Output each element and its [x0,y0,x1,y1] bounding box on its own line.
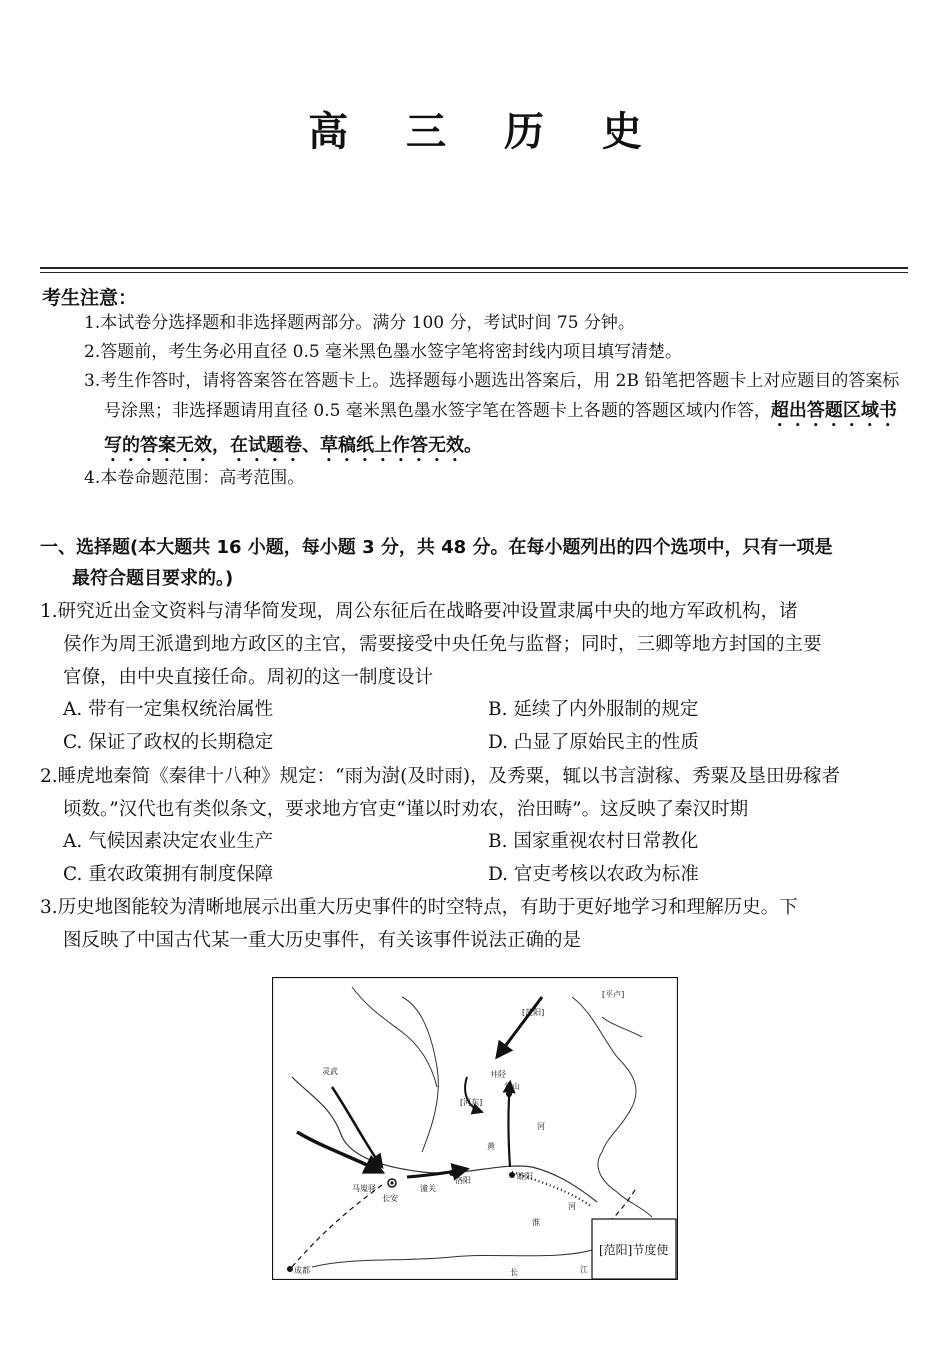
notice-item-1: 1.本试卷分选择题和非选择题两部分。满分 100 分，考试时间 75 分钟。 [84,313,635,333]
map-label-huang: 黄 [487,1142,495,1151]
question-2-line-2: 顷数。”汉代也有类似条文，要求地方官吏“谨以时劝农，治田畴”。这反映了秦汉时期 [63,799,749,820]
map-label-he: 河 [537,1122,545,1131]
question-1-line-3: 官僚，由中央直接任命。周初的这一制度设计 [63,667,434,688]
map-label-chang: 长 [510,1268,518,1277]
header-rule-thin [40,272,908,273]
question-2 [40,760,915,826]
question-1-line-2: 侯作为周王派遣到地方政区的主官，需要接受中央任免与监督；同时，三卿等地方封国的主要 [63,634,822,655]
question-2-options [63,825,913,891]
option-2a[interactable]: A. 气候因素决定农业生产 [63,831,274,852]
map-label-jiang: 江 [580,1265,588,1274]
notice-item-2: 2.答题前，考生务必用直径 0.5 毫米黑色墨水签字笔将密封线内项目填写清楚。 [84,342,683,362]
map-label-huai: 淮 [532,1218,540,1227]
map-city-changshan [506,1091,512,1097]
notice-heading: 考生注意： [42,287,138,309]
map-label-tongguan: 潼关 [420,1184,436,1193]
option-1c[interactable]: C. 保证了政权的长期稳定 [63,732,274,753]
map-label-lingwu: 灵武 [322,1067,338,1076]
option-1b[interactable]: B. 延续了内外服制的规定 [488,699,699,720]
map-label-chengdu: 成都 [294,1266,310,1275]
notice-item-4: 4.本卷命题范围：高考范围。 [84,468,305,488]
header-rule-thick [40,267,908,269]
question-1 [40,595,915,694]
notice-item-3 [84,367,914,466]
historical-map [272,977,678,1280]
map-city-chengdu [287,1266,293,1272]
option-2b[interactable]: B. 国家重视农村日常教化 [488,831,699,852]
option-2d[interactable]: D. 官吏考核以农政为标准 [488,864,699,885]
question-3-line-1: 3.历史地图能较为清晰地展示出重大历史事件的时空特点，有助于更好地学习和理解历史。下 [40,897,798,918]
question-2-line-1: 2.睡虎地秦简《秦律十八种》规定：“雨为澍(及时雨)，及秀粟，辄以书言澍稼、秀粟及垦田毋稼者 [40,766,841,787]
question-3 [40,891,915,957]
map-label-mawei: 马嵬驿 [352,1184,376,1193]
option-2c[interactable]: C. 重农政策拥有制度保障 [63,864,274,885]
exam-title: 高 三 历 史 [308,108,664,155]
map-legend-text: [范阳]节度使 [599,1243,669,1257]
map-label-changshan: 常山 [504,1082,520,1091]
map-label-luoyang: 洛阳 [455,1176,471,1185]
map-label-changan: 长安 [382,1194,398,1203]
question-1-line-1: 1.研究近出金文资料与清华简发现，周公东征后在战略要冲设置隶属中央的地方军政机构，诸 [40,601,798,622]
section-heading [40,532,915,594]
option-1d[interactable]: D. 凸显了原始民主的性质 [488,732,699,753]
notice-item-3-text: 3.考生作答时，请将答案答在答题卡上。选择题每小题选出答案后，用 2B 铅笔把答题卡上对应题目的答案标号涂黑；非选择题请用直径 0.5 毫米黑色墨水签字笔在答题卡上各题的答题区域内作答， [84,371,900,421]
notice-emphasis: 超出答题区域书写的答案无效，在试题卷、草稿纸上作答无效。 [104,400,897,456]
map-city-suiyang [509,1172,515,1178]
question-1-options [63,693,913,759]
map-label-he2: 河 [568,1202,576,1211]
map-label-jingxing: 井陉 [490,1070,506,1079]
option-1a[interactable]: A. 带有一定集权统治属性 [63,699,274,720]
map-label-pinglu: [平卢] [602,990,625,999]
question-3-line-2: 图反映了中国古代某一重大历史事件，有关该事件说法正确的是 [63,930,582,951]
section-heading-line-1: 一、选择题(本大题共 16 小题，每小题 3 分，共 48 分。在每小题列出的四个选项中，只有一项是 [40,537,833,558]
section-heading-line-2: 最符合题目要求的。) [72,568,234,589]
map-label-hedong: [河东] [460,1098,483,1107]
map-label-fanyang: [范阳] [522,1008,545,1017]
map-label-suiyang: 睢阳 [517,1172,533,1181]
